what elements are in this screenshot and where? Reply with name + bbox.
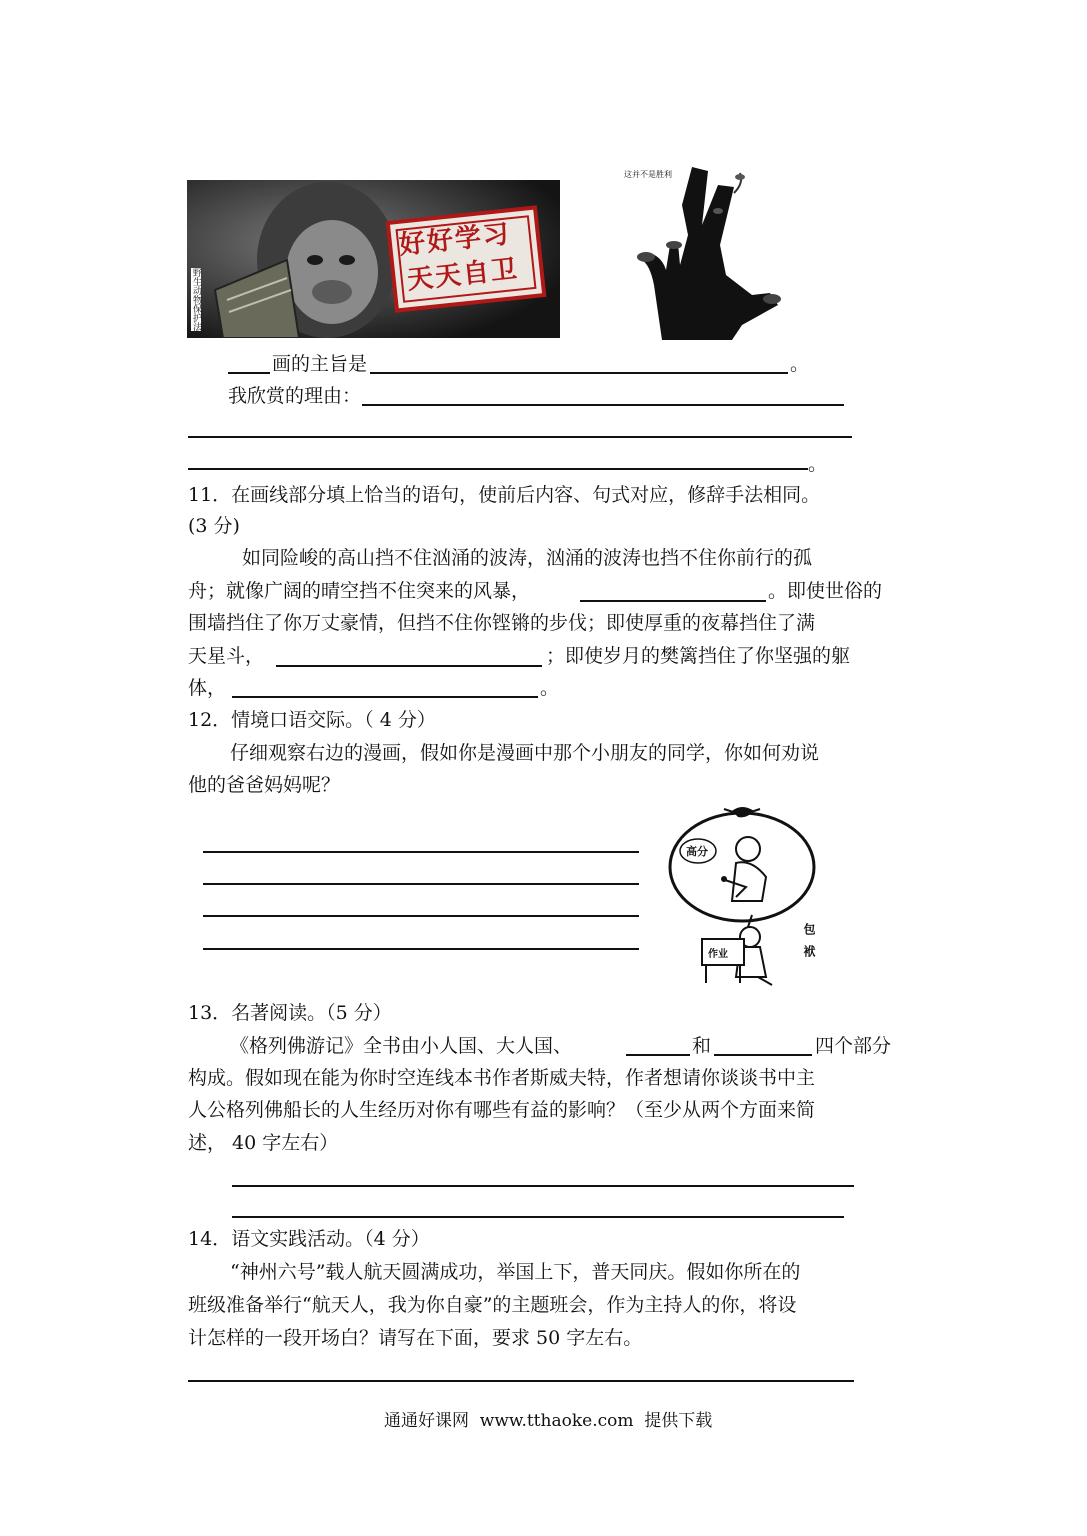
painting-number-blank[interactable] <box>228 372 270 374</box>
q11-paragraph-line-5a: 体， <box>188 677 227 699</box>
painting-theme-blank[interactable] <box>370 372 788 374</box>
q11-blank-2[interactable] <box>276 665 542 667</box>
q11-blank-1[interactable] <box>580 600 766 602</box>
q14-paragraph-line-1: “神州六号”载人航天圆满成功，举国上下，普天同庆。假如你所在的 <box>230 1261 801 1283</box>
q13-answer-line-2[interactable] <box>232 1216 844 1218</box>
burden-cartoon-image <box>662 805 827 990</box>
q13-paragraph-line-1b: 和 <box>692 1035 712 1057</box>
q11-title: 11．在画线部分填上恰当的语句，使前后内容、句式对应，修辞手法相同。 <box>188 484 821 506</box>
q12-paragraph-line-2: 他的爸爸妈妈呢？ <box>188 774 341 796</box>
q11-paragraph-line-2b: 。即使世俗的 <box>768 580 883 602</box>
tree-hand-illustration-icon <box>622 165 792 345</box>
page-footer: 通通好课网 www.tthaoke.com 提供下载 <box>384 1411 713 1431</box>
tree-caption: 这并不是胜利 <box>624 170 672 179</box>
q11-paragraph-line-3: 围墙挡住了你万丈豪情，但挡不住你铿锵的步伐；即使厚重的夜幕挡住了满 <box>188 612 816 634</box>
tree-hand-image <box>622 165 792 345</box>
q14-paragraph-line-3: 计怎样的一段开场白？请写在下面，要求 50 字左右。 <box>188 1327 643 1349</box>
cartoon-bubble-text: 高分 <box>686 845 708 858</box>
q12-answer-line-4[interactable] <box>203 948 639 950</box>
q12-answer-line-3[interactable] <box>203 915 639 917</box>
monkey-cartoon-image <box>187 180 560 338</box>
q11-paragraph-line-4b: ；即使岁月的樊篱挡住了你坚强的躯 <box>546 645 851 667</box>
q12-title: 12．情境口语交际。（ 4 分） <box>188 709 436 731</box>
law-book-label: 野生动物保护法 <box>191 268 201 331</box>
q11-paragraph-line-2a: 舟；就像广阔的晴空挡不住突来的风暴， <box>188 580 531 602</box>
q12-answer-line-1[interactable] <box>203 851 639 853</box>
painting-theme-end: 。 <box>790 353 810 375</box>
appreciation-reason-blank-1[interactable] <box>362 404 844 406</box>
q12-paragraph-line-1: 仔细观察右边的漫画，假如你是漫画中那个小朋友的同学，你如何劝说 <box>230 742 820 764</box>
q11-paragraph-line-4a: 天星斗， <box>188 645 265 667</box>
q12-answer-line-2[interactable] <box>203 883 639 885</box>
q13-paragraph-line-1a: 《格列佛游记》全书由小人国、大人国、 <box>230 1035 573 1057</box>
q13-title: 13．名著阅读。（5 分） <box>188 1002 392 1024</box>
appreciation-reason-end: 。 <box>808 453 828 475</box>
q14-paragraph-line-2: 班级准备举行“航天人，我为你自豪”的主题班会，作为主持人的你，将设 <box>188 1294 797 1316</box>
q11-score: (3 分) <box>188 515 240 537</box>
q13-blank-2[interactable] <box>714 1054 812 1056</box>
appreciation-reason-blank-2[interactable] <box>188 436 852 438</box>
painting-theme-label: 画的主旨是 <box>272 353 368 375</box>
q13-paragraph-line-4: 述， 40 字左右） <box>188 1132 339 1154</box>
cartoon-board-text: 作业 <box>708 949 728 960</box>
q13-paragraph-line-2: 构成。假如现在能为你时空连线本书作者斯威夫特，作者想请你谈谈书中主 <box>188 1067 816 1089</box>
q13-answer-line-1[interactable] <box>232 1185 854 1187</box>
q11-paragraph-line-1: 如同险峻的高山挡不住汹涌的波涛，汹涌的波涛也挡不住你前行的孤 <box>242 547 813 569</box>
appreciation-reason-label: 我欣赏的理由： <box>228 385 362 407</box>
stamp-line-2: 天天自卫 <box>405 254 521 296</box>
q13-blank-1[interactable] <box>626 1054 690 1056</box>
q13-paragraph-line-1c: 四个部分 <box>815 1035 892 1057</box>
appreciation-reason-blank-3[interactable] <box>188 468 808 470</box>
q14-title: 14．语文实践活动。（4 分） <box>188 1228 430 1250</box>
q14-answer-line-1[interactable] <box>188 1380 854 1382</box>
q13-paragraph-line-3: 人公格列佛船长的人生经历对你有哪些有益的影响？（至少从两个方面来简 <box>188 1099 816 1121</box>
cartoon-side-text: 包袱 <box>802 923 816 967</box>
q11-paragraph-line-5b: 。 <box>540 677 560 699</box>
stamp-line-1: 好好学习 <box>397 219 513 261</box>
q11-blank-3[interactable] <box>232 696 538 698</box>
